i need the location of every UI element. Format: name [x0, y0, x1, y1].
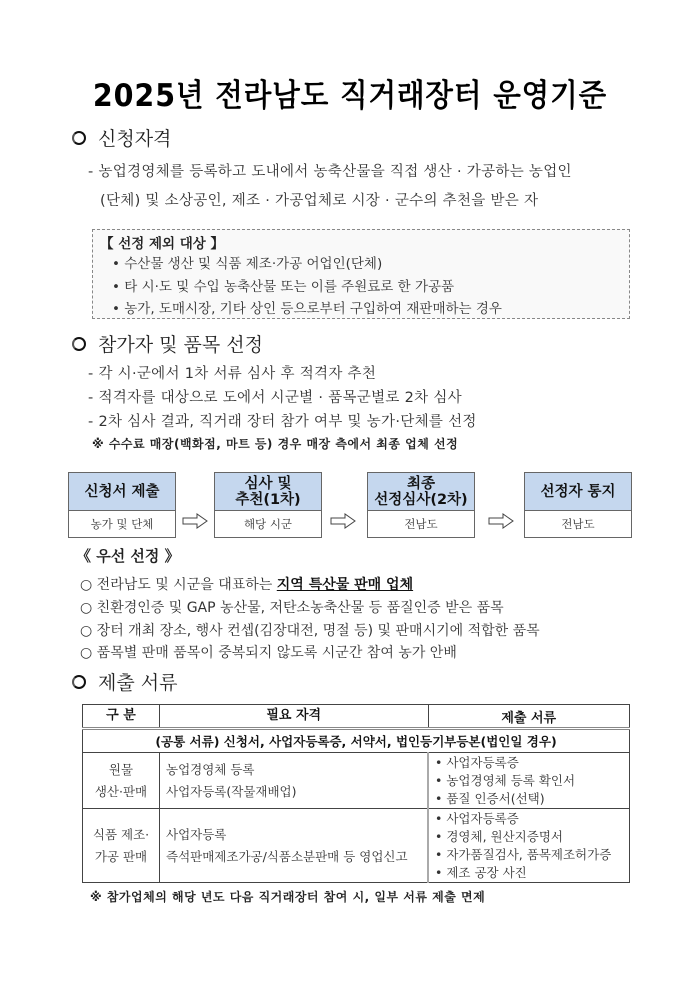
flow-step-final-review: 최종 선정심사(2차) 전남도 — [367, 472, 475, 538]
arrow-right-icon — [488, 513, 514, 529]
page-title: 2025년 전라남도 직거래장터 운영기준 — [92, 78, 608, 114]
arrow-right-icon — [182, 513, 208, 529]
table-header-row: 구 분 필요 자격 제출 서류 — [83, 705, 630, 729]
circle-bullet-icon — [72, 675, 86, 689]
priority-item: ○ 전라남도 및 시군을 대표하는 지역 특산물 판매 업체 — [80, 577, 414, 593]
selection-line-3: - 2차 심사 결과, 직거래 장터 참가 여부 및 농가·단체를 선정 — [88, 414, 477, 430]
flow-step-first-review: 심사 및 추천(1차) 해당 시군 — [214, 472, 322, 538]
exclusion-item: • 타 시·도 및 수입 농축산물 또는 이를 주원료로 한 가공품 — [112, 279, 455, 295]
arrow-right-icon — [330, 513, 356, 529]
circle-bullet-icon — [72, 131, 86, 145]
circle-bullet-icon — [72, 337, 86, 351]
flow-step-apply: 신청서 제출 농가 및 단체 — [68, 472, 176, 538]
section-heading-eligibility: 신청자격 — [72, 124, 171, 151]
table-row-common: (공통 서류) 신청서, 사업자등록증, 서약서, 법인등기부등본(법인일 경우) — [83, 729, 630, 753]
eligibility-line-2: (단체) 및 소상공인, 제조 · 가공업체로 시장 · 군수의 추천을 받은 자 — [100, 193, 539, 209]
flow-step-notify: 선정자 통지 전남도 — [524, 472, 632, 538]
priority-item: ○ 친환경인증 및 GAP 농산물, 저탄소농축산물 등 품질인증 받은 품목 — [80, 600, 504, 616]
priority-title: 《 우선 선정 》 — [76, 547, 180, 565]
priority-item: ○ 장터 개최 장소, 행사 컨셉(김장대전, 명절 등) 및 판매시기에 적합한 품목 — [80, 623, 540, 639]
selection-note: ※ 수수료 매장(백화점, 마트 등) 경우 매장 측에서 최종 업체 선정 — [92, 437, 459, 451]
section-heading-selection: 참가자 및 품목 선정 — [72, 330, 263, 357]
exclusion-item: • 수산물 생산 및 식품 제조·가공 어업인(단체) — [112, 256, 383, 272]
exclusion-item: • 농가, 도매시장, 기타 상인 등으로부터 구입하여 재판매하는 경우 — [112, 301, 502, 317]
selection-line-2: - 적격자를 대상으로 도에서 시군별 · 품목군별로 2차 심사 — [88, 390, 462, 406]
table-row: 원물 생산·판매 농업경영체 등록 사업자등록(작물재배업) • 사업자등록증 • 농업경영체 등록 확인서 • 품질 인증서(선택) — [83, 753, 630, 809]
priority-item: ○ 품목별 판매 품목이 중복되지 않도록 시군간 참여 농가 안배 — [80, 645, 457, 661]
documents-table — [82, 704, 630, 883]
section-heading-documents: 제출 서류 — [72, 668, 177, 695]
table-row: 식품 제조· 가공 판매 사업자등록 즉석판매제조가공/식품소분판매 등 영업신고 • 사업자등록증 • 경영체, 원산지증명서 • 자가품질검사, 품목제조허가증 • 제조 공장 사진 — [83, 809, 630, 883]
eligibility-line-1: - 농업경영체를 등록하고 도내에서 농축산물을 직접 생산 · 가공하는 농업인 — [88, 164, 572, 180]
exclusion-title: 【 선정 제외 대상 】 — [100, 236, 225, 252]
selection-line-1: - 각 시·군에서 1차 서류 심사 후 적격자 추천 — [88, 366, 377, 382]
documents-note: ※ 참가업체의 해당 년도 다음 직거래장터 참여 시, 일부 서류 제출 면제 — [90, 890, 486, 904]
